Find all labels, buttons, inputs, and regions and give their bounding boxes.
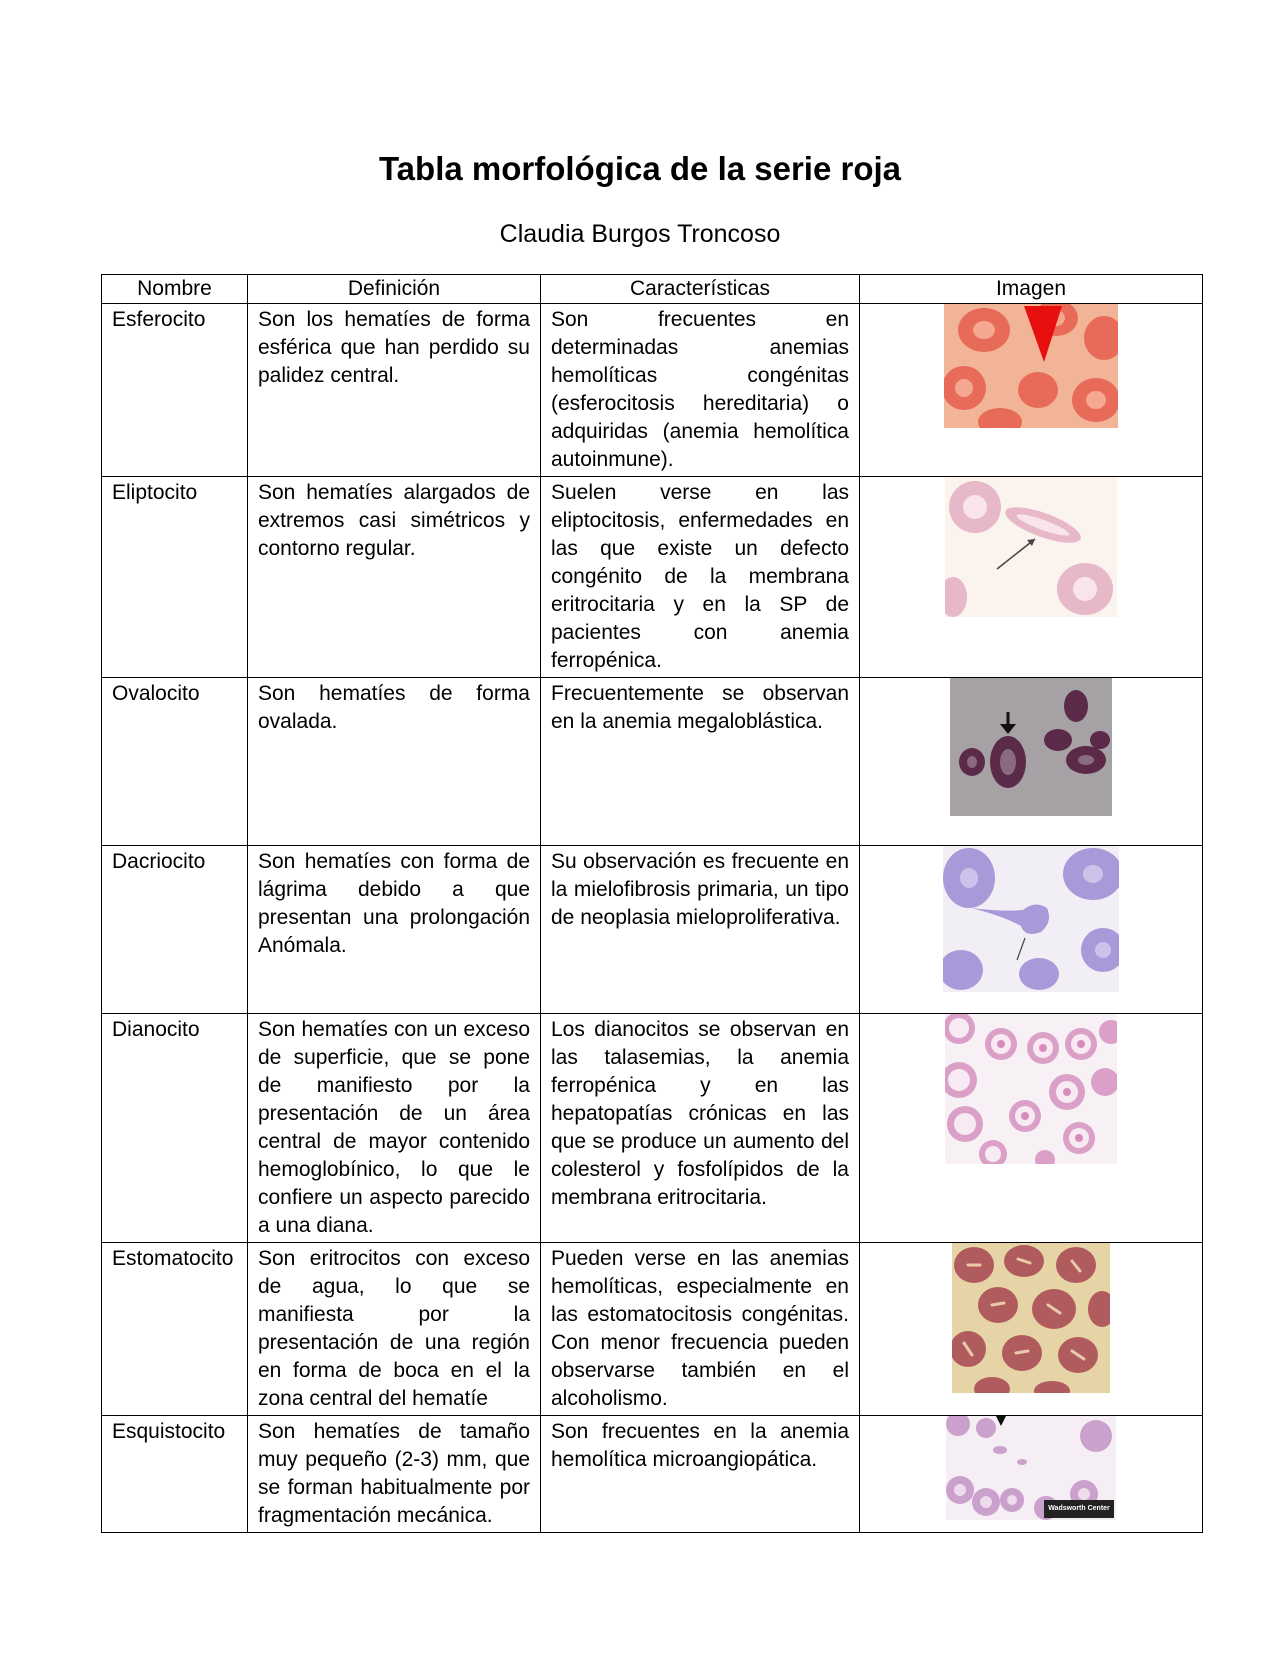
cell-definition: Son hematíes de tamaño muy pequeño (2-3) mm, que se forman habitualmente por fragmentación mecánica.: [248, 1416, 541, 1533]
morphology-table: [101, 274, 1203, 1533]
cell-characteristics: Frecuentemente se observan en la anemia megaloblástica.: [541, 678, 860, 846]
header-nombre: Nombre: [102, 275, 248, 304]
micrograph-credit-label: Wadsworth Center: [1048, 1505, 1110, 1512]
cell-name: Dianocito: [102, 1014, 248, 1243]
table-row: [102, 1014, 1203, 1243]
cell-name: Dacriocito: [102, 846, 248, 1014]
cell-definition: Son hematíes de forma ovalada.: [248, 678, 541, 846]
table-row: [102, 1243, 1203, 1416]
table-row: [102, 477, 1203, 678]
cell-characteristics: Su observación es frecuente en la mielofibrosis primaria, un tipo de neoplasia mieloproliferativa.: [541, 846, 860, 1014]
cell-definition: Son los hematíes de forma esférica que han perdido su palidez central.: [248, 304, 541, 477]
page-title: Tabla morfológica de la serie roja: [378, 150, 902, 187]
cell-image: [860, 304, 1203, 477]
cell-name: Esferocito: [102, 304, 248, 477]
cell-image: [860, 1416, 1203, 1533]
spherocyte-micrograph: [944, 304, 1118, 428]
schistocyte-micrograph: [946, 1416, 1116, 1520]
elliptocyte-micrograph: [945, 477, 1117, 617]
cell-characteristics: Pueden verse en las anemias hemolíticas, especialmente en las estomatocitosis congénitas. Con menor frecuencia pueden observarse también en el alcoholismo.: [541, 1243, 860, 1416]
cell-name: Esquistocito: [102, 1416, 248, 1533]
cell-characteristics: Los dianocitos se observan en las talasemias, la anemia ferropénica y en las hepatopatías crónicas en las que se produce un aumento del colesterol y fosfolípidos de la membrana eritrocitaria.: [541, 1014, 860, 1243]
cell-characteristics: Suelen verse en las eliptocitosis, enfermedades en las que existe un defecto congénito de la membrana eritrocitaria y en la SP de pacientes con anemia ferropénica.: [541, 477, 860, 678]
cell-name: Estomatocito: [102, 1243, 248, 1416]
cell-definition: Son hematíes con un exceso de superficie, que se pone de manifiesto por la presentación de un área central de mayor contenido hemoglobínico, lo que le confiere un aspecto parecido a una diana.: [248, 1014, 541, 1243]
cell-image: [860, 846, 1203, 1014]
ovalocyte-micrograph: [950, 678, 1112, 816]
cell-characteristics: Son frecuentes en determinadas anemias hemolíticas congénitas (esferocitosis hereditaria) o adquiridas (anemia hemolítica autoinmune).: [541, 304, 860, 477]
table-row: [102, 846, 1203, 1014]
cell-definition: Son hematíes alargados de extremos casi simétricos y contorno regular.: [248, 477, 541, 678]
cell-image: [860, 678, 1203, 846]
stomatocyte-micrograph: [952, 1243, 1110, 1393]
cell-characteristics: Son frecuentes en la anemia hemolítica microangiopática.: [541, 1416, 860, 1533]
cell-name: Ovalocito: [102, 678, 248, 846]
table-row: [102, 678, 1203, 846]
table-row: [102, 1416, 1203, 1533]
cell-name: Eliptocito: [102, 477, 248, 678]
table-row: [102, 304, 1203, 477]
cell-definition: Son eritrocitos con exceso de agua, lo que se manifiesta por la presentación de una región en forma de boca en el la zona central del hematíe: [248, 1243, 541, 1416]
cell-image: [860, 477, 1203, 678]
dacrocyte-micrograph: [943, 846, 1119, 992]
target-cell-micrograph: [945, 1014, 1117, 1164]
author-name: Claudia Burgos Troncoso: [499, 220, 781, 248]
cell-image: [860, 1243, 1203, 1416]
cell-image: [860, 1014, 1203, 1243]
cell-definition: Son hematíes con forma de lágrima debido a que presentan una prolongación Anómala.: [248, 846, 541, 1014]
header-definicion: Definición: [248, 275, 541, 304]
table-header-row: [102, 275, 1203, 304]
header-caracteristicas: Características: [541, 275, 860, 304]
header-imagen: Imagen: [860, 275, 1203, 304]
